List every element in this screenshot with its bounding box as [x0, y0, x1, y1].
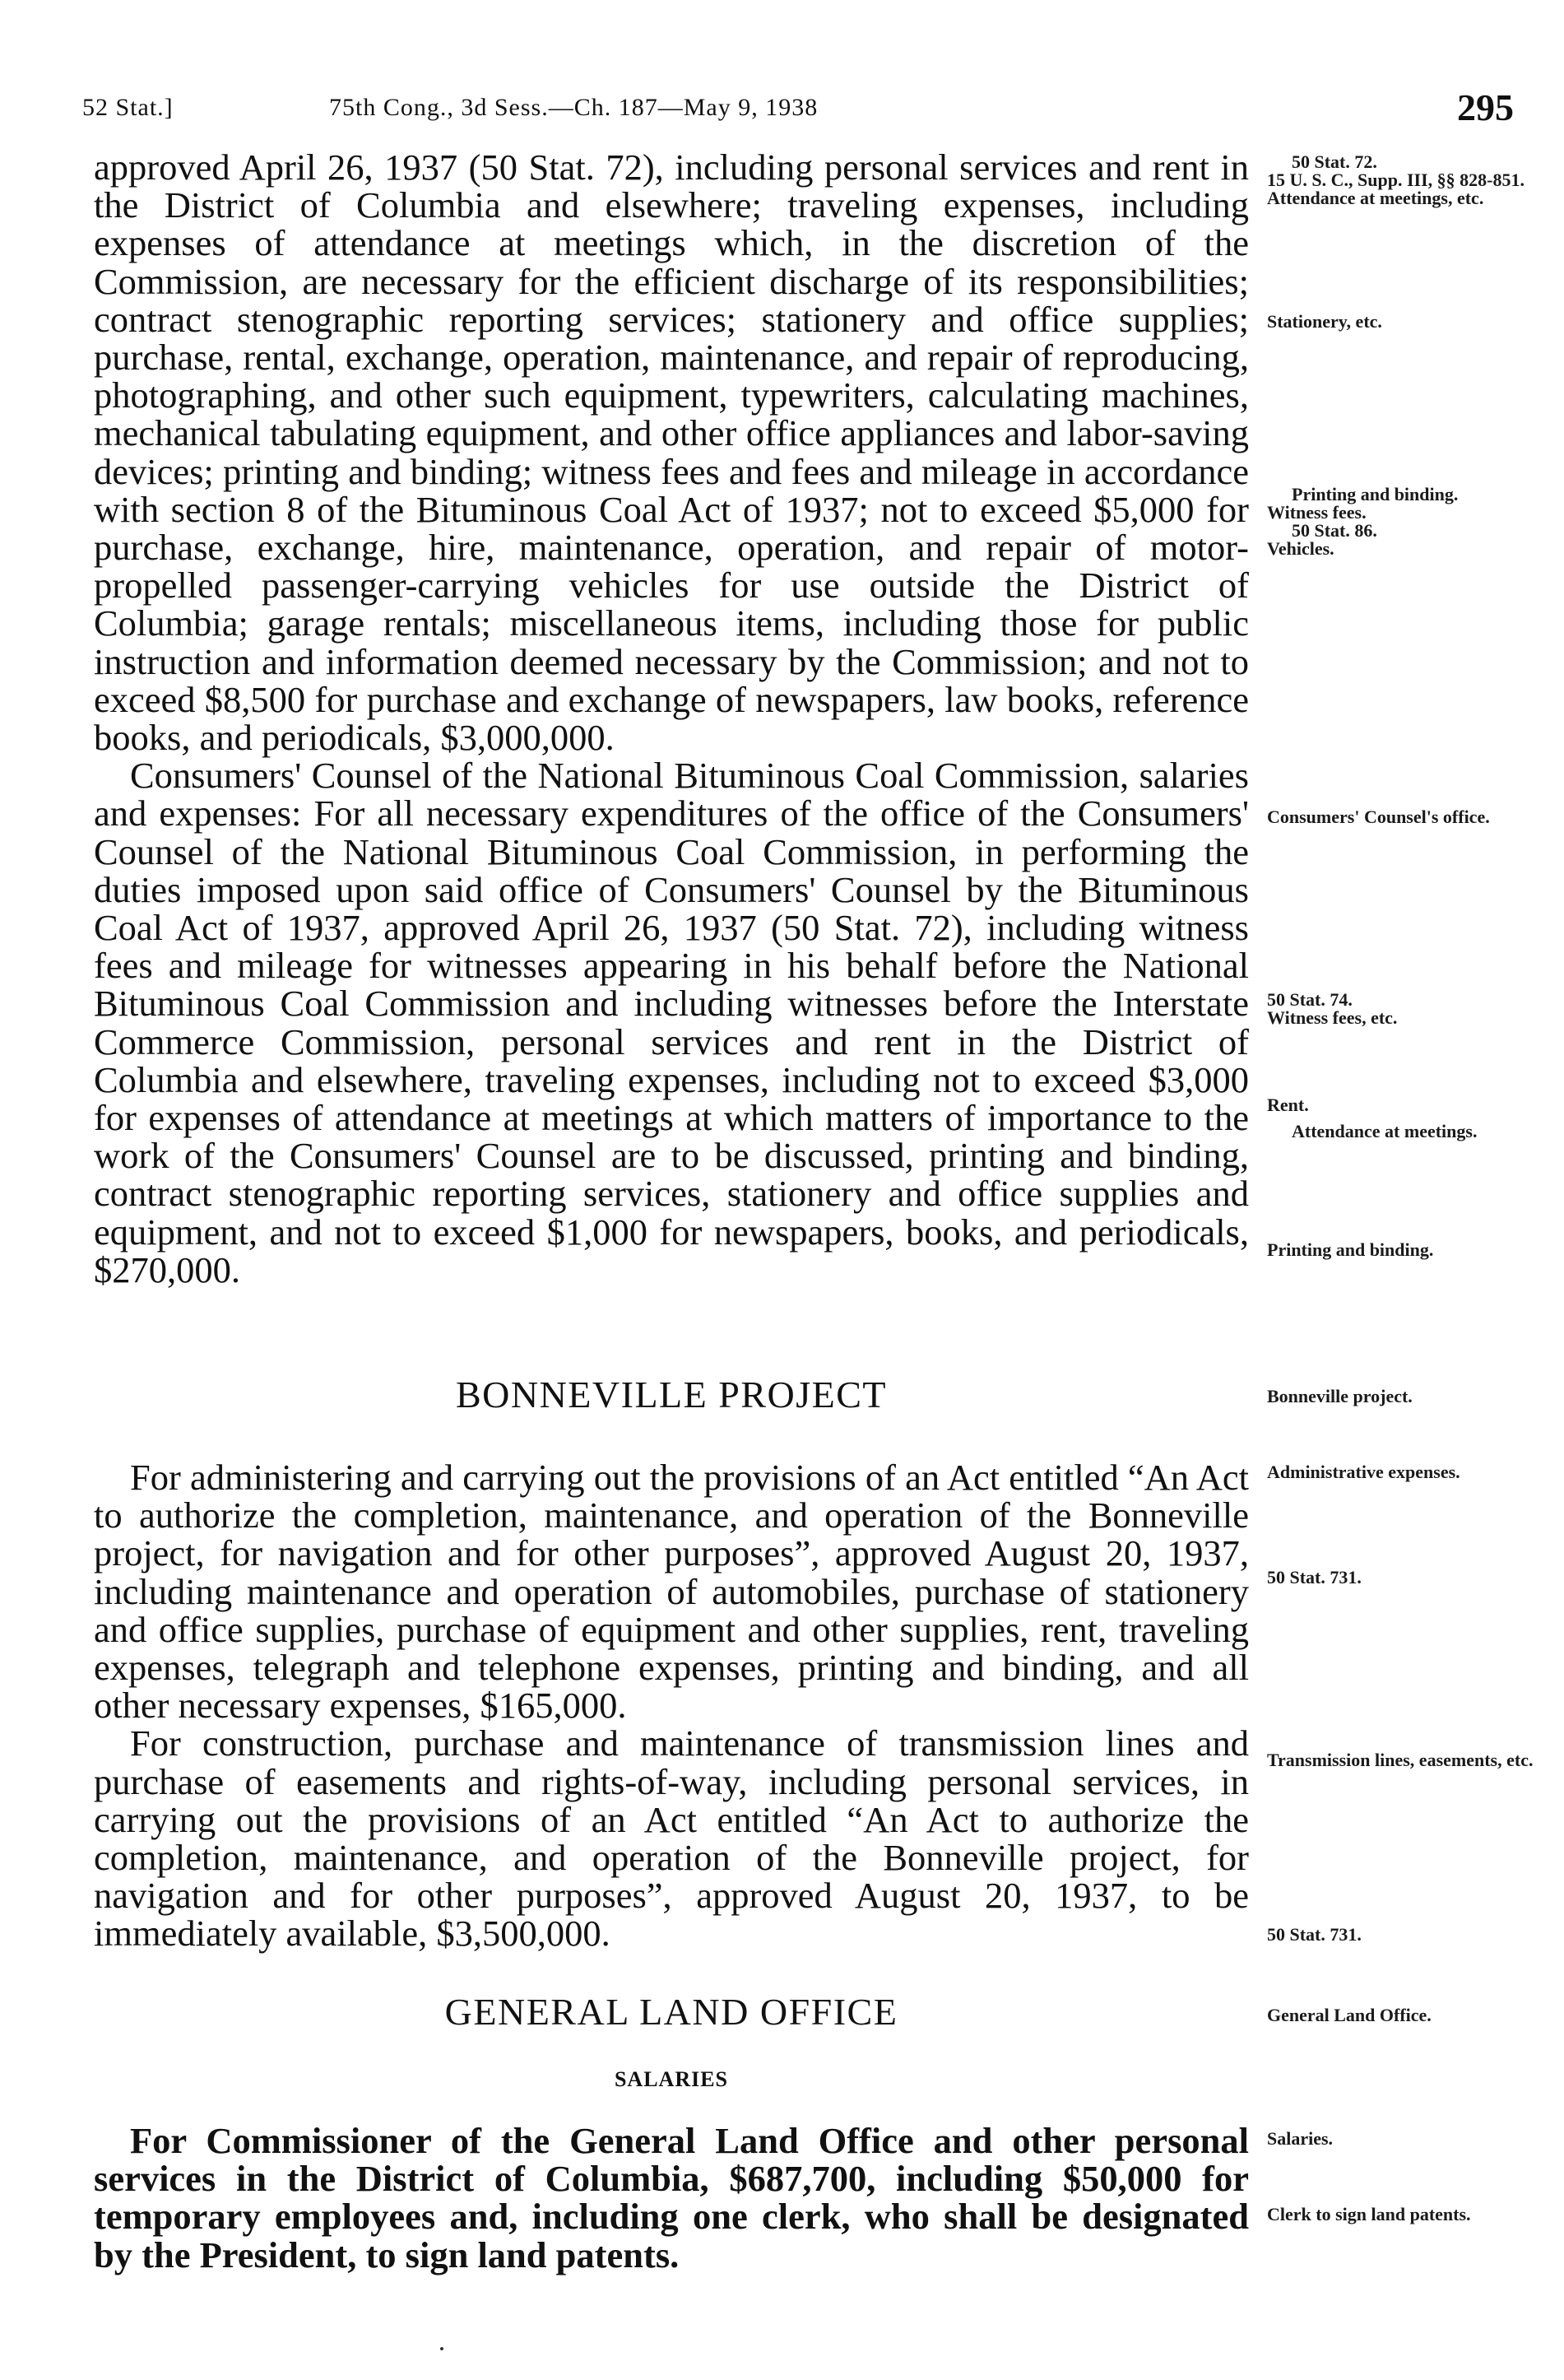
margin-note-bonneville: Bonneville project. [1267, 1386, 1413, 1406]
margin-note [1267, 153, 1538, 207]
section-heading-general-land-office: GENERAL LAND OFFICE [444, 1991, 898, 2033]
margin-note-printing-binding: Printing and binding. [1267, 1239, 1434, 1260]
margin-note-rent: Rent. [1267, 1095, 1309, 1115]
margin-note-printing: Printing and binding. [1292, 484, 1459, 504]
margin-note-stationery: Stationery, etc. [1267, 311, 1382, 332]
margin-note-group [1267, 1096, 1538, 1141]
margin-note-vehicles: Vehicles. [1267, 538, 1334, 559]
margin-note-citation-731: 50 Stat. 731. [1267, 1567, 1362, 1587]
paragraph-continuation: approved April 26, 1937 (50 Stat. 72), including personal services and rent in the District of Columbia and elsewhere; traveling expenses, including expenses of attendance at meetings which, in the discretion of the Commission, are necessary for the efficient discharge of its responsibilities; contract stenographic reporting services; stationery and office supplies; purchase, rental, exchange, operation, maintenance, and repair of reproducing, photographing, and other such equipment, typewriters, calculating machines, mechanical tabulating equipment, and other office appliances and labor-saving devices; printing and binding; witness fees and fees and mileage in accordance with section 8 of the Bituminous Coal Act of 1937; not to exceed $5,000 for purchase, exchange, hire, maintenance, operation, and repair of motor-propelled passenger-carrying vehicles for use outside the District of Columbia; garage rentals; miscellaneous items, including those for public instruction and information deemed necessary by the Commission; and not to exceed $8,500 for purchase and exchange of newspapers, law books, reference books, and periodicals, $3,000,000. [94, 146, 1249, 759]
margin-note-citation-74: 50 Stat. 74. [1267, 989, 1353, 1010]
margin-note-transmission: Transmission lines, easements, etc. [1267, 1750, 1534, 1770]
margin-note-salaries: Salaries. [1267, 2128, 1334, 2149]
margin-note-citation: 50 Stat. 72. [1292, 151, 1377, 172]
margin-note-general-land-office: General Land Office. [1267, 2005, 1432, 2025]
text-block-bonneville [94, 1458, 1249, 1953]
paragraph-commissioner-salaries: For Commissioner of the General Land Office and other personal services in the District of Columbia, $687,700, including $50,000 for temporary employees and, including one clerk, who shall be designated by the President, to sign land patents. [94, 2120, 1249, 2275]
text-block-general-land-office [94, 2122, 1249, 2274]
section-heading-bonneville: BONNEVILLE PROJECT [455, 1374, 888, 1415]
print-speck [440, 2347, 443, 2350]
margin-note-witness-fees: Witness fees. [1267, 502, 1367, 523]
text-block-commission [94, 148, 1249, 1289]
margin-note-usc: 15 U. S. C., Supp. III, §§ 828-851. [1267, 170, 1525, 190]
margin-note-citation-86: 50 Stat. 86. [1292, 520, 1377, 541]
header-session: 75th Cong., 3d Sess.—Ch. 187—May 9, 1938 [329, 94, 819, 121]
paragraph-bonneville-transmission: For construction, purchase and maintenance of transmission lines and purchase of easements and rights-of-way, including personal services, in carrying out the provisions of an Act entitled “An Act to authorize the completion, maintenance, and operation of the Bonneville project, for navigation and for other purposes”, approved August 20, 1937, to be immediately available, $3,500,000. [94, 1722, 1249, 1955]
margin-note-citation-731: 50 Stat. 731. [1267, 1924, 1362, 1945]
margin-note-group [1267, 991, 1538, 1027]
margin-note-attendance-meetings: Attendance at meetings. [1292, 1121, 1478, 1141]
margin-note-clerk: Clerk to sign land patents. [1267, 2204, 1471, 2224]
page-number: 295 [1457, 86, 1514, 128]
subheading-salaries: SALARIES [614, 2067, 729, 2091]
margin-note-attendance: Attendance at meetings, etc. [1267, 188, 1484, 208]
paragraph-consumers-counsel: Consumers' Counsel of the National Bituminous Coal Commission, salaries and expenses: For all necessary expenditures of the office of the Consumers' Counsel of the National Bituminous Coal Commission, in performing the duties imposed upon said office of Consumers' Counsel by the Bituminous Coal Act of 1937, approved April 26, 1937 (50 Stat. 72), including witness fees and mileage for witnesses appearing in his behalf before the National Bituminous Coal Commission and including witnesses before the Interstate Commerce Commission, personal services and rent in the District of Columbia and elsewhere, traveling expenses, including not to exceed $3,000 for expenses of attendance at meetings at which matters of importance to the work of the Consumers' Counsel are to be discussed, printing and binding, contract stenographic reporting services, stationery and office supplies and equipment, and not to exceed $1,000 for newspapers, books, and periodicals, $270,000. [94, 755, 1249, 1290]
running-header [82, 86, 1514, 138]
margin-note-group [1267, 486, 1538, 558]
margin-note-administrative: Administrative expenses. [1267, 1462, 1460, 1482]
header-citation: 52 Stat.] [82, 94, 174, 121]
margin-note-witness-fees-etc: Witness fees, etc. [1267, 1007, 1398, 1028]
paragraph-bonneville-admin: For administering and carrying out the provisions of an Act entitled “An Act to authorize the completion, maintenance, and operation of the Bonneville project, for navigation and for other purposes”, approved August 20, 1937, including maintenance and operation of automobiles, purchase of stationery and office supplies, purchase of equipment and other supplies, rent, traveling expenses, telegraph and telephone expenses, printing and binding, and all other necessary expenses, $165,000. [94, 1457, 1249, 1727]
margin-note-consumers-counsel: Consumers' Counsel's office. [1267, 807, 1490, 827]
